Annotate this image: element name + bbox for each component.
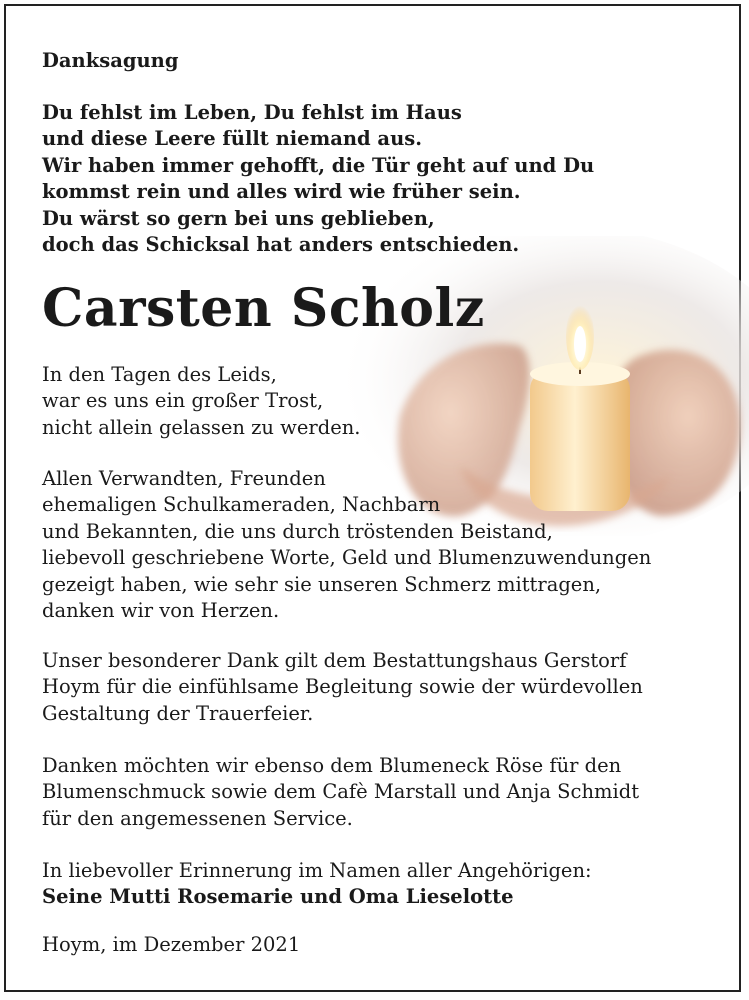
poem-line: Du fehlst im Leben, Du fehlst im Haus	[42, 101, 462, 124]
text-line: Blumenschmuck sowie dem Cafè Marstall und Anja Schmidt	[42, 780, 640, 804]
text-line: war es uns ein großer Trost,	[42, 389, 324, 413]
text-line: Unser besonderer Dank gilt dem Bestattungshaus Gerstorf	[42, 649, 627, 672]
text-line: In den Tagen des Leids,	[42, 363, 277, 386]
notice-heading: Danksagung	[42, 49, 179, 72]
text-line: ehemaligen Schulkameraden, Nachbarn	[42, 493, 441, 517]
text-line: danken wir von Herzen.	[42, 599, 280, 623]
memory-line: In liebevoller Erinnerung im Namen aller Angehörigen:	[42, 859, 592, 882]
poem-line: kommst rein und alles wird wie früher sein.	[42, 180, 521, 204]
deceased-name: Carsten Scholz	[42, 278, 485, 339]
poem-block	[42, 100, 594, 258]
memory-block	[42, 858, 592, 911]
intro-paragraph	[42, 362, 361, 441]
poem-line: Wir haben immer gehofft, die Tür geht auf und Du	[42, 153, 595, 177]
poem-line: und diese Leere füllt niemand aus.	[42, 127, 423, 151]
signature: Seine Mutti Rosemarie und Oma Lieselotte	[42, 885, 514, 909]
thanks-flowers-paragraph	[42, 753, 639, 832]
poem-line: doch das Schicksal hat anders entschieden.	[42, 233, 520, 257]
text-line: Danken möchten wir ebenso dem Blumeneck Röse für den	[42, 754, 622, 777]
text-line: und Bekannten, die uns durch tröstenden Beistand,	[42, 519, 553, 543]
poem-line: Du wärst so gern bei uns geblieben,	[42, 206, 435, 230]
thanks-all-paragraph	[42, 466, 651, 624]
text-line: Gestaltung der Trauerfeier.	[42, 701, 314, 725]
text-line: liebevoll geschriebene Worte, Geld und Blumenzuwendungen	[42, 546, 652, 570]
text-line: gezeigt haben, wie sehr sie unseren Schmerz mittragen,	[42, 572, 602, 596]
text-line: für den angemessenen Service.	[42, 806, 353, 830]
text-line: nicht allein gelassen zu werden.	[42, 415, 361, 439]
text-line: Allen Verwandten, Freunden	[42, 467, 326, 490]
place-date: Hoym, im Dezember 2021	[42, 933, 301, 956]
text-line: Hoym für die einfühlsame Begleitung sowie der würdevollen	[42, 675, 643, 699]
thanks-funeral-paragraph	[42, 648, 643, 727]
